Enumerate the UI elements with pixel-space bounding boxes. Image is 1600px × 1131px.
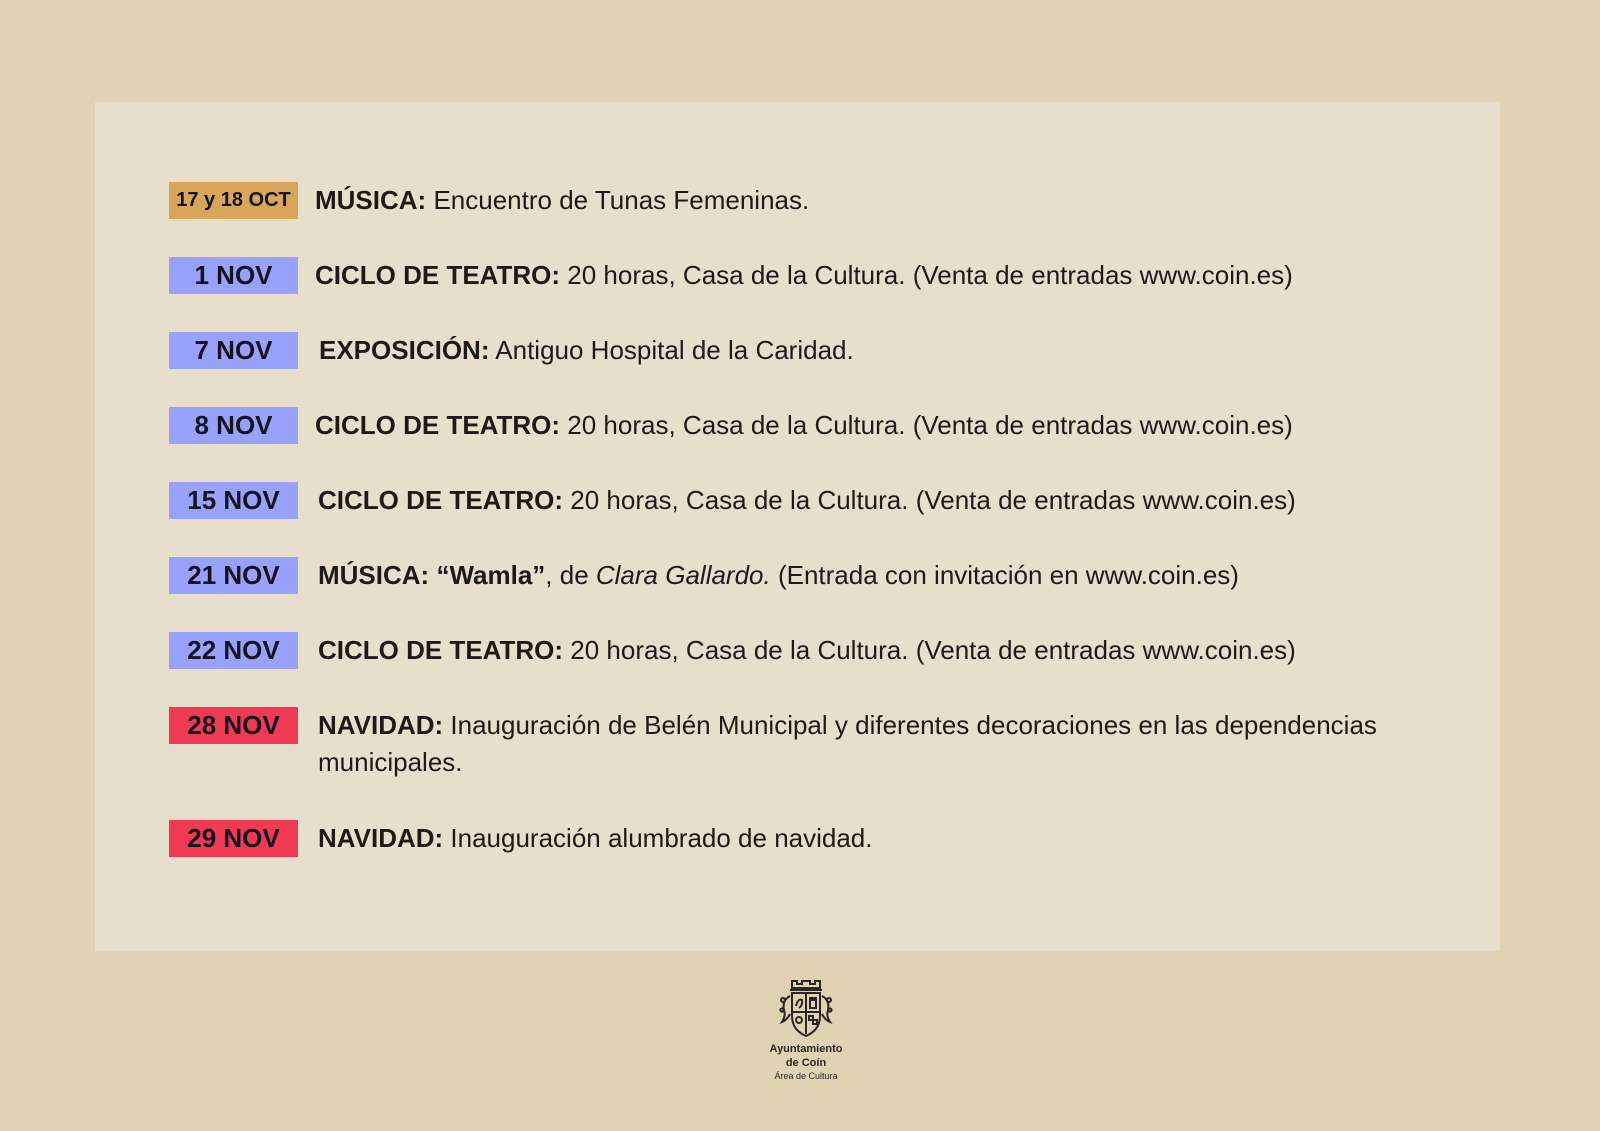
date-badge: 22 NOV [169, 632, 298, 669]
event-category: CICLO DE TEATRO: [318, 635, 564, 665]
event-description: 20 horas, Casa de la Cultura. (Venta de entradas www.coin.es) [563, 485, 1296, 515]
event-description: Inauguración alumbrado de navidad. [443, 823, 873, 853]
event-description: Encuentro de Tunas Femeninas. [426, 185, 810, 215]
event-category: CICLO DE TEATRO: [315, 260, 561, 290]
event-text [318, 707, 1378, 781]
event-text [318, 557, 1448, 594]
date-badge: 21 NOV [169, 557, 298, 594]
event-artist: Clara Gallardo. [595, 560, 771, 590]
event-text [319, 332, 1449, 369]
event-description: Antiguo Hospital de la Caridad. [489, 335, 854, 365]
logo-line-2: de Coín [785, 1057, 827, 1069]
event-description: (Entrada con invitación en www.coin.es) [770, 560, 1239, 590]
event-text [315, 257, 1445, 294]
ayuntamiento-logo [740, 978, 872, 1082]
event-text [318, 820, 1448, 857]
event-description: Inauguración de Belén Municipal y diferentes decoraciones en las dependencias municipales. [318, 710, 1377, 777]
coat-of-arms-icon [773, 978, 839, 1042]
date-badge: 7 NOV [169, 332, 298, 369]
event-description-pre: , de [545, 560, 596, 590]
event-description: 20 horas, Casa de la Cultura. (Venta de entradas www.coin.es) [563, 635, 1296, 665]
date-badge: 1 NOV [169, 257, 298, 294]
event-category: EXPOSICIÓN: [319, 335, 490, 365]
event-category: CICLO DE TEATRO: [318, 485, 564, 515]
date-badge: 15 NOV [169, 482, 298, 519]
logo-line-1: Ayuntamiento [769, 1043, 843, 1055]
event-description: 20 horas, Casa de la Cultura. (Venta de entradas www.coin.es) [560, 410, 1293, 440]
event-text [315, 407, 1445, 444]
event-category: CICLO DE TEATRO: [315, 410, 561, 440]
event-category: MÚSICA: [315, 185, 427, 215]
date-badge: 8 NOV [169, 407, 298, 444]
event-text [318, 632, 1448, 669]
event-category: MÚSICA: [318, 560, 430, 590]
date-badge: 28 NOV [169, 707, 298, 744]
event-description: 20 horas, Casa de la Cultura. (Venta de entradas www.coin.es) [560, 260, 1293, 290]
event-text [315, 182, 1445, 219]
event-category: NAVIDAD: [318, 823, 444, 853]
date-badge: 29 NOV [169, 820, 298, 857]
event-title: “Wamla” [429, 560, 546, 590]
event-text [318, 482, 1448, 519]
event-category: NAVIDAD: [318, 710, 444, 740]
date-badge: 17 y 18 OCT [169, 182, 298, 219]
logo-line-3: Área de Cultura [774, 1071, 838, 1081]
